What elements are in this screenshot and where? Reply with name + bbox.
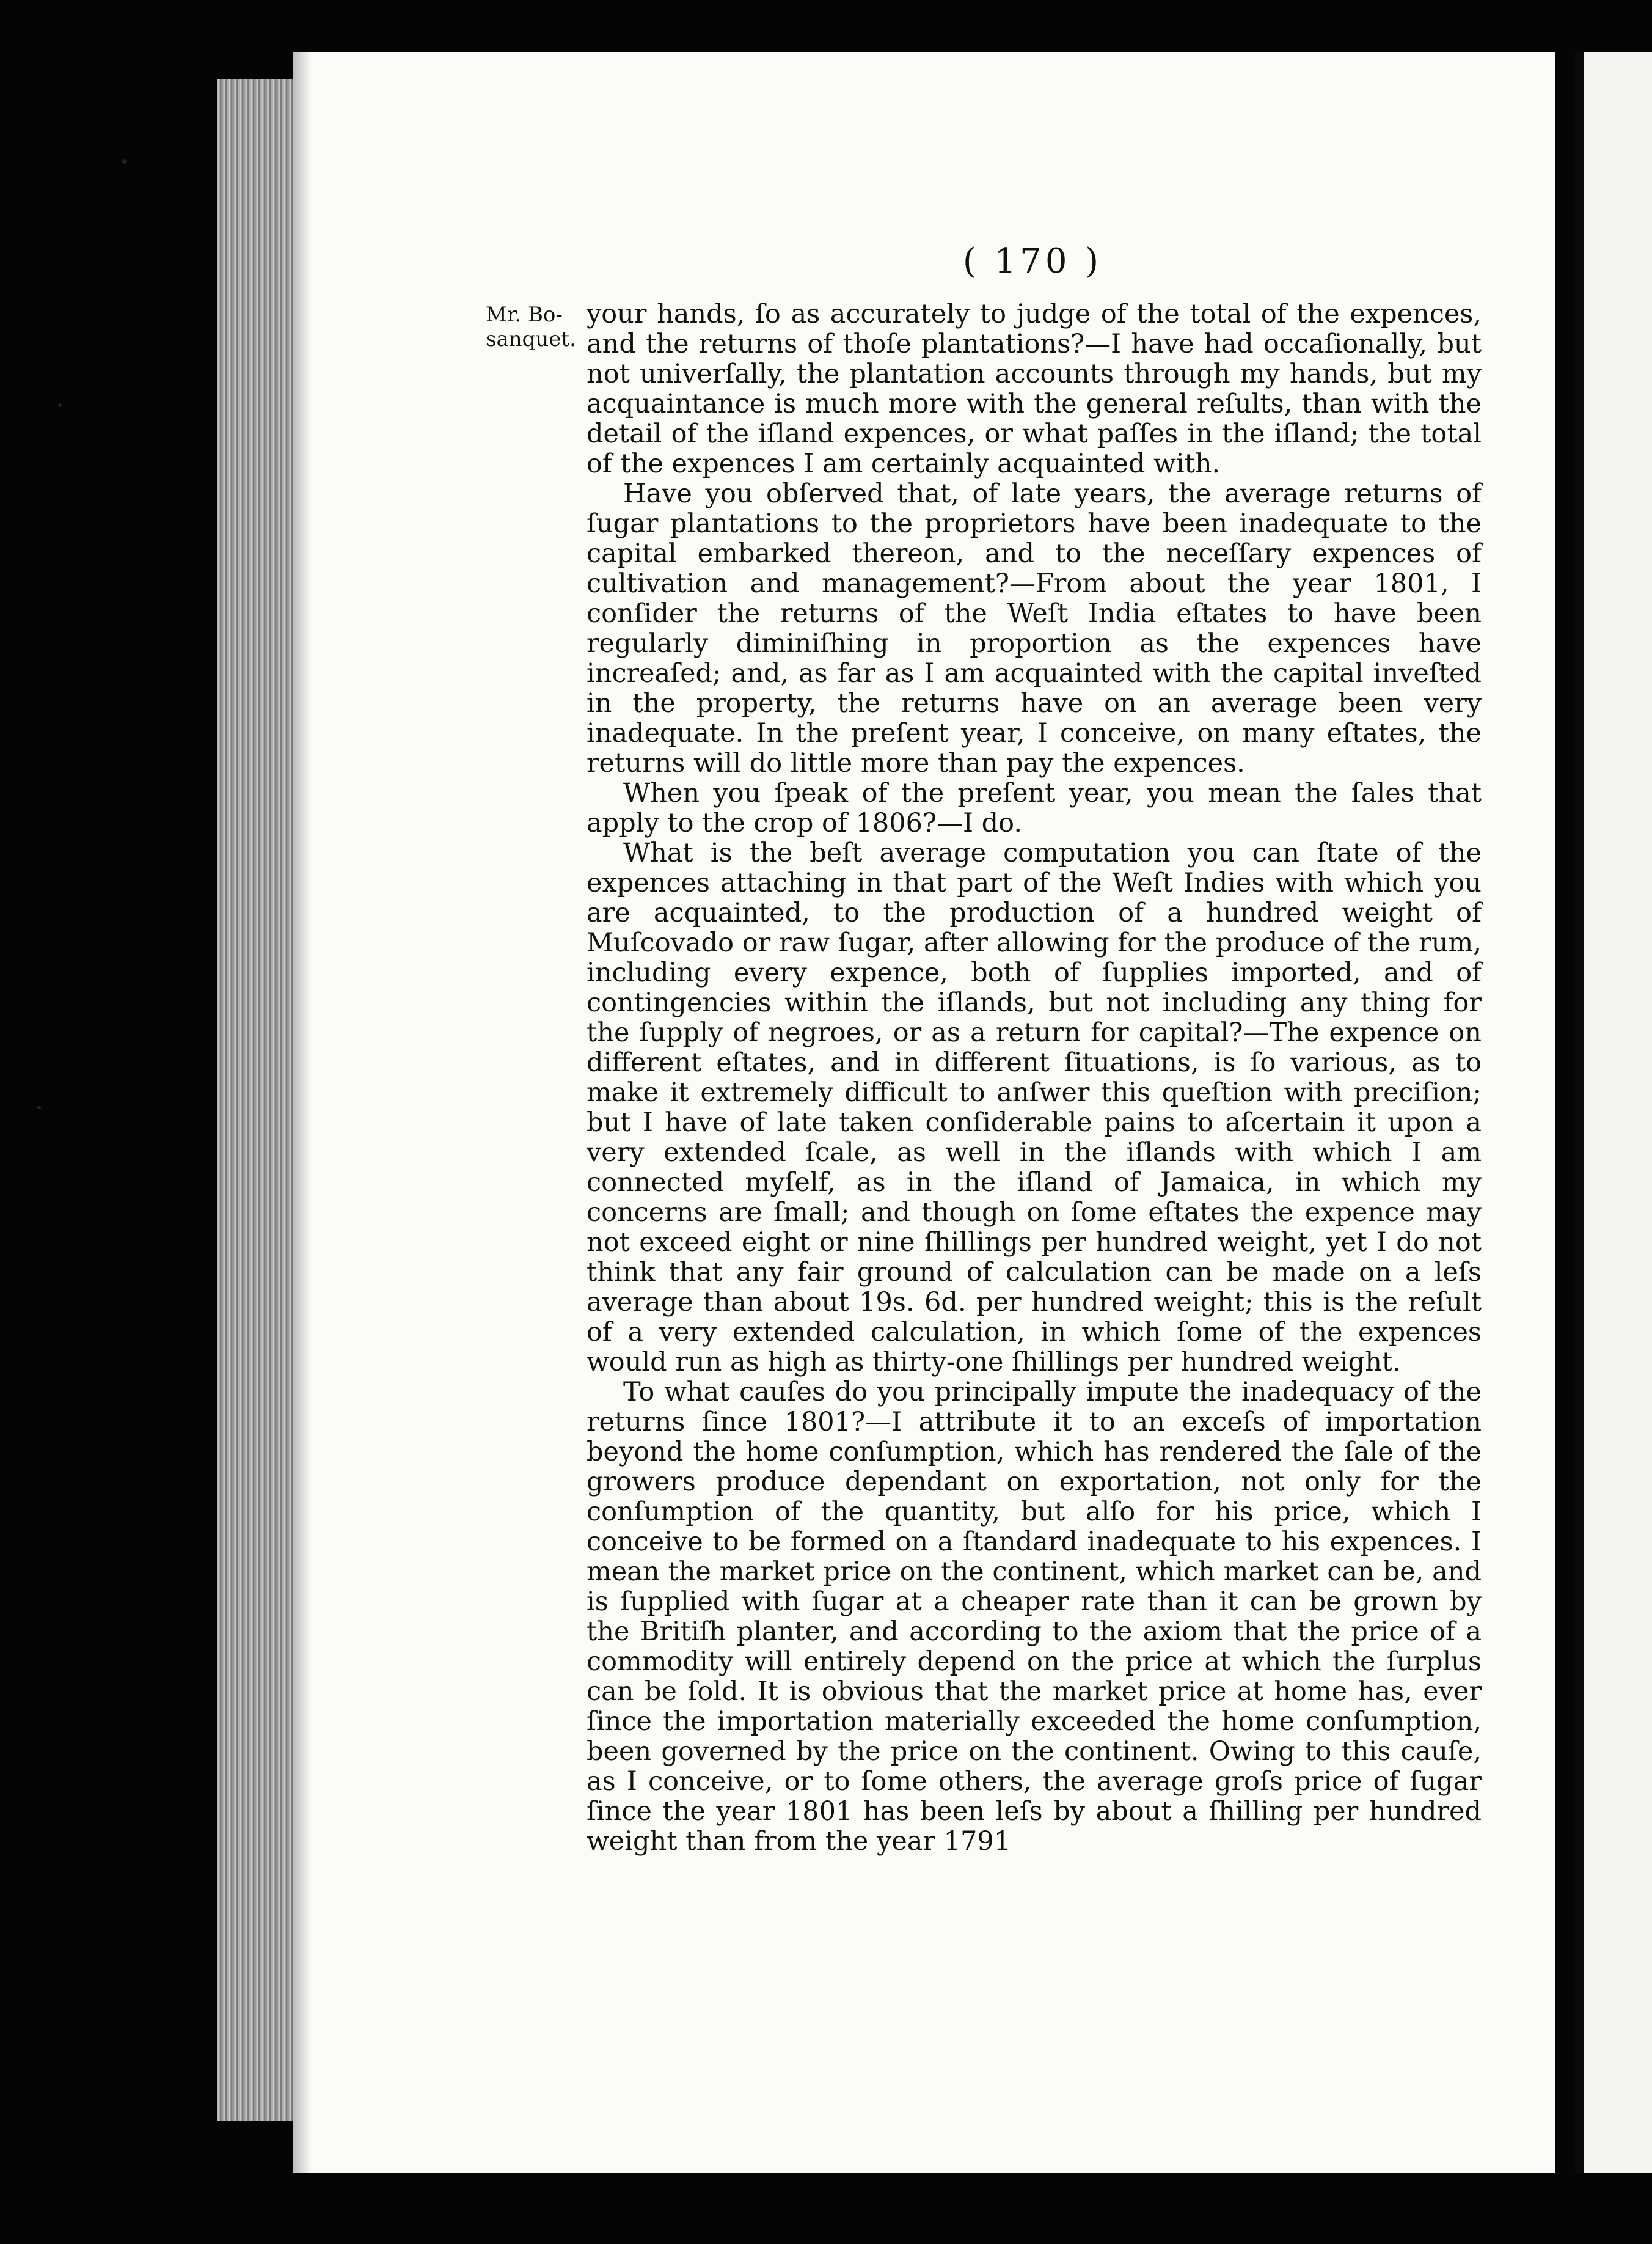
- scan-speck: [122, 159, 127, 164]
- paragraph-3: When you ſpeak of the preſent year, you mean the ſales that apply to the crop of 1806?—I do.: [587, 778, 1482, 838]
- paragraph-5: To what cauſes do you principally impute the inadequacy of the returns ſince 1801?—I attribute it to an exceſs of importation beyond the home conſumption, which has rendered the ſale of the growers produce dependant on exportation, not only for the conſumption of the quantity, but alſo for his price, which I conceive to be formed on a ſtandard inadequate to his expences. I mean the market price on the continent, which market can be, and is ſupplied with ſugar at a cheaper rate than it can be grown by the Britiſh planter, and according to the axiom that the price of a commodity will entirely depend on the price at which the ſurplus can be ſold. It is obvious that the market price at home has, ever ſince the importation materially exceeded the home conſumption, been governed by the price on the continent. Owing to this cauſe, as I conceive, or to ſome others, the average groſs price of ſugar ſince the year 1801 has been leſs by about a ſhilling per hundred weight than from the year 1791: [587, 1377, 1482, 1857]
- paragraph-2: Have you obſerved that, of late years, the average returns of ſugar plantations to the proprietors have been inadequate to the capital embarked thereon, and to the neceſſary expences of cultivation and management?—From about the year 1801, I conſider the returns of the Weſt India eſtates to have been regularly diminiſhing in proportion as the expences have increaſed; and, as far as I am acquainted with the capital inveſted in the property, the returns have on an average been very inadequate. In the preſent year, I conceive, on many eſtates, the returns will do little more than pay the expences.: [587, 479, 1482, 779]
- scan-speck: [58, 403, 62, 407]
- paragraph-1: your hands, ſo as accurately to judge of the total of the expences, and the returns of thoſe plantations?—I have had occaſionally, but not univerſally, the plantation accounts through my hands, but my acquaintance is much more with the general reſults, than with the detail of the iſland expences, or what paſſes in the iſland; the total of the expences I am certainly acquainted with.: [587, 299, 1482, 479]
- margin-note-speaker: Mr. Bo- sanquet.: [486, 302, 576, 351]
- body-text: [587, 299, 1482, 1857]
- facing-page-edge: [1575, 52, 1652, 2172]
- page-number: ( 170 ): [962, 241, 1103, 281]
- scan-speck: [37, 1106, 41, 1109]
- paragraph-4: What is the beſt average computation you can ſtate of the expences attaching in that part of the Weſt Indies with which you are acquainted, to the production of a hundred weight of Muſcovado or raw ſugar, after allowing for the produce of the rum, including every expence, both of ſupplies imported, and of contingencies within the iſlands, but not including any thing for the ſupply of negroes, or as a return for capital?—The expence on different eſtates, and in different ſituations, is ſo various, as to make it extremely difficult to anſwer this queſtion with preciſion; but I have of late taken conſiderable pains to aſcertain it upon a very extended ſcale, as well in the iſlands with which I am connected myſelf, as in the iſland of Jamaica, in which my concerns are ſmall; and though on ſome eſtates the expence may not exceed eight or nine ſhillings per hundred weight, yet I do not think that any fair ground of calculation can be made on a leſs average than about 19s. 6d. per hundred weight; this is the reſult of a very extended calculation, in which ſome of the expences would run as high as thirty-one ſhillings per hundred weight.: [587, 838, 1482, 1377]
- book-page-edges: [217, 79, 296, 2121]
- gutter-shadow: [293, 52, 312, 2172]
